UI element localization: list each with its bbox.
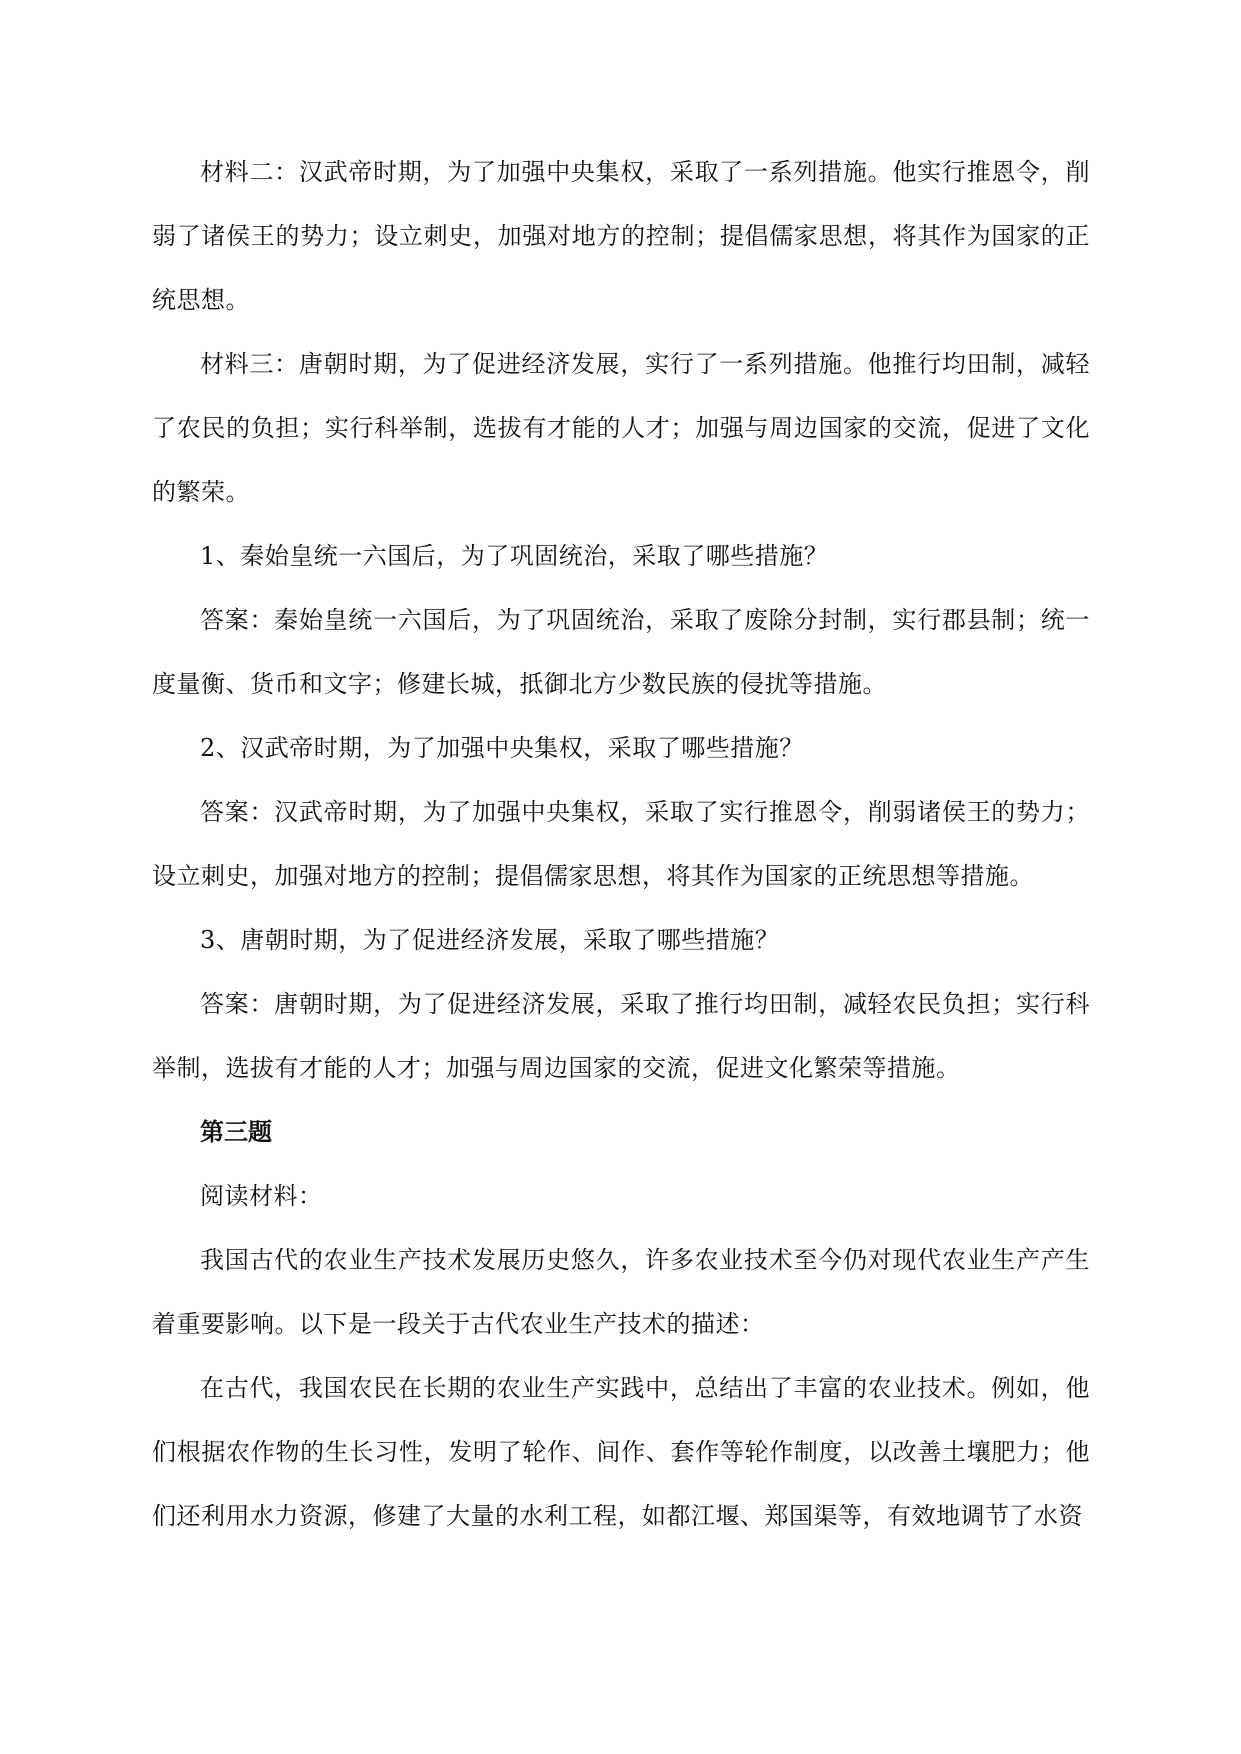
agriculture-description-paragraph: 在古代，我国农民在长期的农业生产实践中，总结出了丰富的农业技术。例如，他们根据农作物的生长习性，发明了轮作、间作、套作等轮作制度，以改善土壤肥力；他们还利用水力资源，修建了大量的水利工程，如都江堰、郑国渠等，有效地调节了水资 xyxy=(152,1374,1090,1530)
reading-material-label: 阅读材料： xyxy=(200,1182,323,1210)
question-2: 2、汉武帝时期，为了加强中央集权，采取了哪些措施？ xyxy=(200,734,804,762)
answer-3: 答案：唐朝时期，为了促进经济发展，采取了推行均田制，减轻农民负担；实行科举制，选拔有才能的人才；加强与周边国家的交流，促进文化繁荣等措施。 xyxy=(152,990,1090,1082)
material-two-paragraph: 材料二：汉武帝时期，为了加强中央集权，采取了一系列措施。他实行推恩令，削弱了诸侯王的势力；设立刺史，加强对地方的控制；提倡儒家思想，将其作为国家的正统思想。 xyxy=(152,158,1090,314)
agriculture-intro-paragraph: 我国古代的农业生产技术发展历史悠久，许多农业技术至今仍对现代农业生产产生着重要影响。以下是一段关于古代农业生产技术的描述： xyxy=(152,1246,1090,1338)
question-3: 3、唐朝时期，为了促进经济发展，采取了哪些措施？ xyxy=(200,926,780,954)
material-three-paragraph: 材料三：唐朝时期，为了促进经济发展，实行了一系列措施。他推行均田制，减轻了农民的负担；实行科举制，选拔有才能的人才；加强与周边国家的交流，促进了文化的繁荣。 xyxy=(152,350,1090,506)
answer-2: 答案：汉武帝时期，为了加强中央集权，采取了实行推恩令，削弱诸侯王的势力；设立刺史，加强对地方的控制；提倡儒家思想，将其作为国家的正统思想等措施。 xyxy=(152,798,1090,890)
section-heading-third-question: 第三题 xyxy=(200,1118,272,1146)
answer-1: 答案：秦始皇统一六国后，为了巩固统治，采取了废除分封制，实行郡县制；统一度量衡、货币和文字；修建长城，抵御北方少数民族的侵扰等措施。 xyxy=(152,606,1090,698)
document-body xyxy=(152,140,1090,1548)
question-1: 1、秦始皇统一六国后，为了巩固统治，采取了哪些措施？ xyxy=(200,542,829,570)
